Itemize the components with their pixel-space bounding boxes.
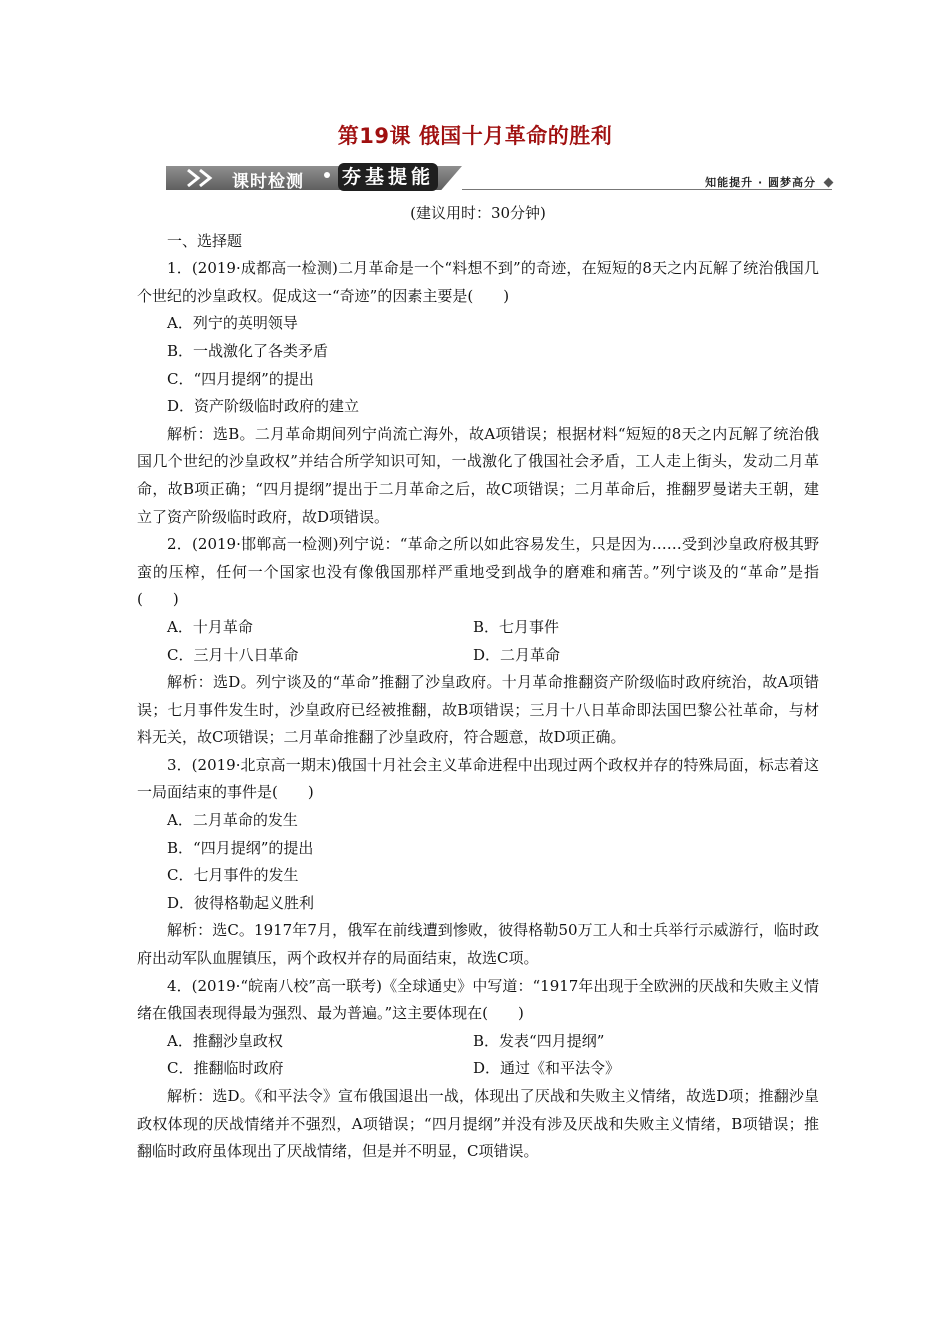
- question-3-stem: 3．(2019·北京高一期末)俄国十月社会主义革命进程中出现过两个政权并存的特殊局面，标志着这一局面结束的事件是( ): [137, 755, 819, 802]
- q2-option-d: D．二月革命: [473, 645, 561, 664]
- question-3-analysis: 解析：选C。1917年7月，俄军在前线遭到惨败，彼得格勒50万工人和士兵举行示威游行，临时政府出动军队血腥镇压，两个政权并存的局面结束，故选C项。: [137, 921, 819, 968]
- banner-dot: [324, 172, 330, 178]
- page-title: 第19课 俄国十月革命的胜利: [337, 124, 613, 148]
- diamond-icon: [824, 178, 834, 188]
- q1-option-d: D．资产阶级临时政府的建立: [167, 397, 360, 416]
- question-2-stem: 2．(2019·邯郸高一检测)列宁说：“革命之所以如此容易发生，只是因为……受到沙皇政府极其野蛮的压榨，任何一个国家也没有像俄国那样严重地受到战争的磨难和痛苦。”列宁谈及的“革命”是指( ): [137, 535, 819, 609]
- question-2-analysis: 解析：选D。列宁谈及的“革命”推翻了沙皇政府。十月革命推翻资产阶级临时政府统治，故A项错误；七月事件发生时，沙皇政府已经被推翻，故B项错误；三月十八日革命即法国巴黎公社革命，与材料无关，故C项错误；二月革命推翻了沙皇政府，符合题意，故D项正确。: [137, 673, 819, 747]
- q4-options-row-1: [137, 1028, 819, 1056]
- q3-option-b: B．“四月提纲”的提出: [167, 838, 314, 857]
- q2-option-c: C．三月十八日革命: [167, 645, 299, 664]
- question-1-analysis: 解析：选B。二月革命期间列宁尚流亡海外，故A项错误；根据材料“短短的8天之内瓦解了统治俄国几个世纪的沙皇政权”并结合所学知识可知，一战激化了俄国社会矛盾，工人走上街头，发动二月革命，故B项正确；“四月提纲”提出于二月革命之后，故C项错误；二月革命后，推翻罗曼诺夫王朝，建立了资产阶级临时政府，故D项错误。: [137, 424, 819, 526]
- q1-option-a: A．列宁的英明领导: [167, 314, 298, 333]
- q1-option-b: B．一战激化了各类矛盾: [167, 341, 329, 360]
- q4-option-c: C．推翻临时政府: [167, 1059, 284, 1078]
- document-body: [137, 200, 819, 1166]
- q4-option-b: B．发表“四月提纲”: [473, 1031, 605, 1050]
- time-hint: (建议用时：30分钟): [410, 204, 546, 222]
- q2-options-row-1: [137, 614, 819, 642]
- banner-badge: 夯基提能: [338, 163, 438, 191]
- section-heading: 一、选择题: [167, 231, 243, 250]
- q2-option-b: B．七月事件: [473, 617, 560, 636]
- question-4-analysis: 解析：选D。《和平法令》宣布俄国退出一战，体现出了厌战和失败主义情绪，故选D项；推翻沙皇政权体现的厌战情绪并不强烈，A项错误；“四月提纲”并没有涉及厌战和失败主义情绪，B项错误；推翻临时政府虽体现出了厌战情绪，但是并不明显，C项错误。: [137, 1087, 819, 1161]
- banner-slogan: 知能提升 · 圆梦高分: [705, 176, 816, 189]
- q3-option-d: D．彼得格勒起义胜利: [167, 893, 315, 912]
- q3-option-c: C．七月事件的发生: [167, 866, 299, 885]
- banner-label: 课时检测: [232, 172, 304, 192]
- q2-option-a: A．十月革命: [167, 617, 253, 636]
- q4-options-row-2: [137, 1055, 819, 1083]
- question-4-stem: 4．(2019·“皖南八校”高一联考)《全球通史》中写道：“1917年出现于全欧洲的厌战和失败主义情绪在俄国表现得最为强烈、最为普遍。”这主要体现在( ): [137, 976, 819, 1023]
- q1-option-c: C．“四月提纲”的提出: [167, 369, 314, 388]
- double-chevron-icon: [184, 168, 228, 188]
- q3-option-a: A．二月革命的发生: [167, 811, 298, 830]
- section-banner: [166, 162, 838, 196]
- q2-options-row-2: [137, 642, 819, 670]
- q4-option-a: A．推翻沙皇政权: [167, 1031, 283, 1050]
- question-1-stem: 1．(2019·成都高一检测)二月革命是一个“料想不到”的奇迹，在短短的8天之内瓦解了统治俄国几个世纪的沙皇政权。促成这一“奇迹”的因素主要是( ): [137, 259, 819, 305]
- q4-option-d: D．通过《和平法令》: [473, 1059, 621, 1078]
